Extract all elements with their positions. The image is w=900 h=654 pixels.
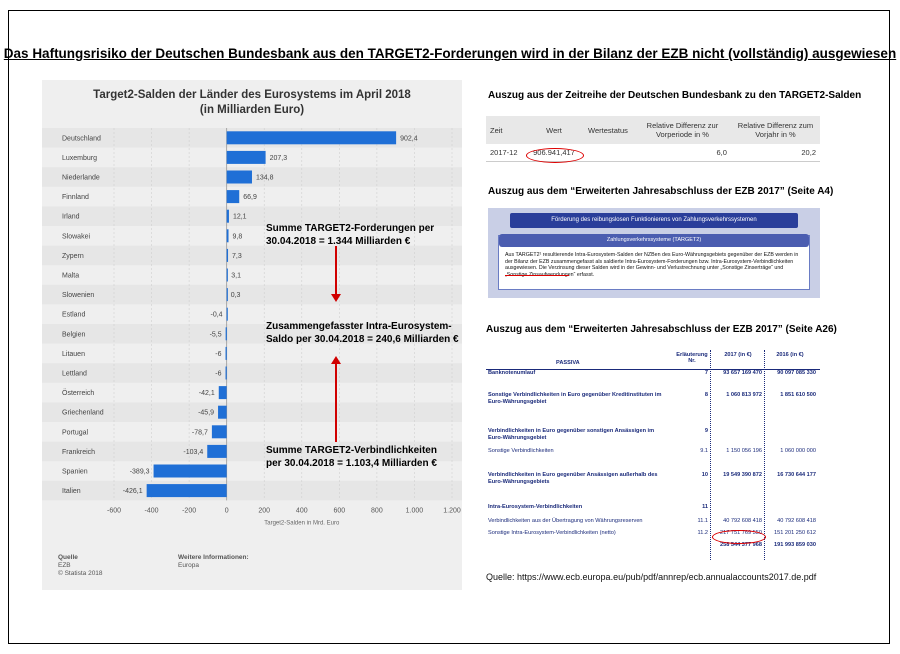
bar xyxy=(227,190,240,203)
category-label: Slowakei xyxy=(62,233,91,241)
value-label: -42,1 xyxy=(198,390,215,398)
cell-zeit: 2017-12 xyxy=(486,144,524,162)
a26-header xyxy=(486,350,820,370)
a26-header-passiva: PASSIVA xyxy=(556,360,580,366)
value-label: 902,4 xyxy=(400,135,418,143)
a26-cell-2016: 40 792 608 418 xyxy=(777,518,816,524)
category-label: Griechenland xyxy=(62,409,104,417)
x-tick-label: -400 xyxy=(144,507,159,515)
a26-cell-nr: 7 xyxy=(704,370,708,376)
value-label: -6 xyxy=(215,370,222,378)
category-label: Estland xyxy=(62,311,86,319)
x-tick-label: 200 xyxy=(258,507,271,515)
a26-cell-label: Intra-Eurosystem-Verbindlichkeiten xyxy=(488,504,583,510)
x-tick-label: -200 xyxy=(182,507,197,515)
col-vorperiode: Relative Differenz zur Vorperiode in % xyxy=(634,116,731,144)
a26-cell-2017: 217 751 769 550 xyxy=(720,530,762,536)
bar xyxy=(226,327,227,340)
value-label: 207,3 xyxy=(269,154,288,162)
value-label: 66,9 xyxy=(243,194,257,202)
bar xyxy=(227,151,266,164)
x-tick-label: 1.000 xyxy=(405,507,424,515)
a26-cell-label: Sonstige Verbindlichkeiten in Euro gegenüber Kreditinstituten im Euro-Währungsgebiet xyxy=(488,392,662,405)
category-label: Niederlande xyxy=(62,174,100,182)
category-label: Italien xyxy=(62,488,81,496)
annotation-verbindlichkeiten-line1: Summe TARGET2-Verbindlichkeiten xyxy=(266,445,437,456)
source-line-1: EZB xyxy=(58,562,71,569)
annotation-saldo xyxy=(266,320,459,346)
a26-cell-2016: 151 201 250 612 xyxy=(774,530,816,536)
col-wert: Wert xyxy=(524,116,584,144)
a4-inner-header: Zahlungsverkehrssysteme (TARGET2) xyxy=(499,234,809,247)
value-label: -389,3 xyxy=(129,468,150,476)
bar xyxy=(154,465,227,478)
a26-cell-label: Sonstige Verbindlichkeiten xyxy=(488,448,554,454)
x-tick-label: 0 xyxy=(224,507,229,515)
a26-cell-2017: 1 150 056 196 xyxy=(726,448,762,454)
value-label: -103,4 xyxy=(183,448,204,456)
a26-cell-nr: 9 xyxy=(704,428,708,434)
info-line-1: Europa xyxy=(178,562,199,569)
cell-wert: 906.941,417 xyxy=(524,144,584,162)
category-label: Belgien xyxy=(62,331,86,339)
row-band xyxy=(42,363,462,383)
source-title: Quelle xyxy=(58,554,78,561)
row-band xyxy=(42,285,462,305)
a26-cell-2016: 90 097 085 330 xyxy=(777,370,816,376)
bar xyxy=(227,131,396,144)
value-label: 0,3 xyxy=(230,292,241,300)
category-label: Spanien xyxy=(62,468,88,476)
annotation-verbindlichkeiten-line2: per 30.04.2018 = 1.103,4 Milliarden € xyxy=(266,458,437,469)
arrow-up-head xyxy=(331,356,341,364)
a26-cell-2017: 40 792 608 418 xyxy=(723,518,762,524)
x-tick-label: -600 xyxy=(106,507,122,515)
category-label: Slowenien xyxy=(62,292,95,300)
a26-cell-2016: 191 993 859 030 xyxy=(774,542,816,548)
a4-inner-box xyxy=(498,235,810,290)
category-label: Zypern xyxy=(62,252,84,260)
value-label: -0,4 xyxy=(210,311,223,319)
section3-title: Auszug aus dem “Erweiterten Jahresabschluss der EZB 2017” (Seite A26) xyxy=(486,324,837,335)
col-zeit: Zeit xyxy=(486,116,524,144)
row-band xyxy=(42,246,462,266)
a26-header-2016: 2016 (in €) xyxy=(776,352,804,358)
a26-cell-2017: 19 549 390 872 xyxy=(723,472,762,478)
a26-cell-2016: 16 730 644 177 xyxy=(777,472,816,478)
a26-cell-nr: 10 xyxy=(701,472,708,478)
highlight-oval-verbindlichkeiten xyxy=(712,530,766,544)
value-label: -5,5 xyxy=(209,331,222,339)
value-label: -45,9 xyxy=(198,409,215,417)
bar xyxy=(226,347,227,360)
a26-header-nr: Erläuterung Nr. xyxy=(676,352,708,364)
annotation-forderungen-line1: Summe TARGET2-Forderungen per xyxy=(266,223,435,234)
x-tick-label: 800 xyxy=(371,507,383,515)
cell-wertestatus xyxy=(584,144,634,162)
annotation-saldo-line1: Zusammengefasster Intra-Eurosystem- xyxy=(266,321,452,332)
bar xyxy=(227,229,229,242)
category-label: Österreich xyxy=(62,390,95,398)
highlight-oval-wert xyxy=(526,148,584,163)
x-tick-label: 400 xyxy=(295,507,308,515)
a26-cell-2016: 1 060 000 000 xyxy=(780,448,816,454)
annotation-verbindlichkeiten xyxy=(266,444,437,470)
a26-cell-label: Verbindlichkeiten in Euro gegenüber Ansässigen außerhalb des Euro-Währungsgebiets xyxy=(488,472,658,485)
page-title: Das Haftungsrisiko der Deutschen Bundesbank aus den TARGET2-Forderungen wird in der Bilanz der EZB nicht (vollständig) ausgewiesen xyxy=(3,46,897,61)
a26-cell-2017: 258 544 377 968 xyxy=(720,542,762,548)
a26-cell-label: Verbindlichkeiten aus der Übertragung von Währungsreserven xyxy=(488,518,643,524)
a26-cell-2017: 1 060 813 972 xyxy=(726,392,762,398)
category-label: Litauen xyxy=(62,350,85,358)
value-label: 7,3 xyxy=(232,252,242,260)
bar xyxy=(227,288,228,301)
a26-cell-nr: 11.2 xyxy=(697,530,708,536)
row-band xyxy=(42,481,462,501)
bar xyxy=(227,171,252,184)
a26-cell-label: Sonstige Intra-Eurosystem-Verbindlichkeiten (netto) xyxy=(488,530,616,536)
bar xyxy=(227,210,229,223)
bar xyxy=(227,269,228,282)
x-tick-label: 600 xyxy=(333,507,346,515)
a26-cell-2017: 93 657 169 470 xyxy=(723,370,762,376)
section1-title: Auszug aus der Zeitreihe der Deutschen Bundesbank zu den TARGET2-Salden xyxy=(488,90,862,101)
bar xyxy=(219,386,227,399)
info-title: Weitere Informationen: xyxy=(178,554,249,561)
bar xyxy=(207,445,226,458)
a4-text: Aus TARGET2¹ resultierende Intra-Eurosystem-Salden der NZBen des Euro-Währungsgebiets gegenüber der EZB werden in der Bilanz der EZB zusammengefasst als saldierte Intra-Eurosystem-Forderungen bzw. Intra-Eurosystem-Verbindlichkeiten ausgewiesen. Die Verzinsung dieser Salden wird in der Gewinn- und Verlustrechnung unter „Sonstige Zinserträge“ und „Sonstige Zinsaufwendungen“ erfasst. xyxy=(505,252,799,278)
bar xyxy=(227,249,228,262)
bar xyxy=(218,406,227,419)
annotation-forderungen-line2: 30.04.2018 = 1.344 Milliarden € xyxy=(266,236,411,247)
category-label: Frankreich xyxy=(62,448,96,456)
annotation-forderungen xyxy=(266,222,434,248)
a26-cell-nr: 11.1 xyxy=(697,518,708,524)
category-label: Irland xyxy=(62,213,80,221)
value-label: 3,1 xyxy=(231,272,241,280)
chart-title: Target2-Salden der Länder des Eurosystems im April 2018 (in Milliarden Euro) xyxy=(93,89,411,116)
a26-cell-label: Verbindlichkeiten in Euro gegenüber sonstigen Ansässigen im Euro-Währungsgebiet xyxy=(488,428,655,441)
a4-underline xyxy=(505,275,569,276)
cell-vorperiode: 6,0 xyxy=(634,144,731,162)
value-label: -6 xyxy=(215,350,222,358)
annotation-saldo-line2: Saldo per 30.04.2018 = 240,6 Milliarden € xyxy=(266,334,459,345)
value-label: -426,1 xyxy=(122,488,143,496)
bar xyxy=(212,425,227,438)
x-tick-label: 1.200 xyxy=(443,507,461,515)
a26-cell-2016: 1 851 610 500 xyxy=(780,392,816,398)
a26-cell-nr: 9.1 xyxy=(700,448,708,454)
annotation-arrows xyxy=(326,244,346,444)
col-wertestatus: Wertestatus xyxy=(584,116,634,144)
value-label: 134,8 xyxy=(255,174,274,182)
section2-title: Auszug aus dem “Erweiterten Jahresabschluss der EZB 2017” (Seite A4) xyxy=(488,186,834,197)
value-label: -78,7 xyxy=(191,429,208,437)
a26-cell-nr: 8 xyxy=(704,392,708,398)
row-band xyxy=(42,167,462,187)
table-header-row xyxy=(486,116,820,144)
category-label: Luxemburg xyxy=(62,154,98,162)
category-label: Malta xyxy=(62,272,80,280)
chart-source xyxy=(58,554,103,578)
cell-vorjahr: 20,2 xyxy=(731,144,820,162)
source-url: Quelle: https://www.ecb.europa.eu/pub/pdf/annrep/ecb.annualaccounts2017.de.pdf xyxy=(486,572,817,582)
col-vorjahr: Relative Differenz zum Vorjahr in % xyxy=(731,116,820,144)
category-label: Deutschland xyxy=(62,135,101,143)
a26-header-2017: 2017 (in €) xyxy=(724,352,752,358)
source-line-2: © Statista 2018 xyxy=(58,570,103,577)
value-label: 9,8 xyxy=(232,233,243,241)
a26-cell-label: Banknotenumlauf xyxy=(488,370,536,376)
a4-box-header: Förderung des reibungslosen Funktionierens von Zahlungsverkehrssystemen xyxy=(510,213,798,228)
arrow-down-head xyxy=(331,294,341,302)
a26-cell-nr: 11 xyxy=(702,504,708,510)
category-label: Portugal xyxy=(62,429,89,437)
row-band xyxy=(42,402,462,422)
a4-excerpt xyxy=(488,208,820,298)
bar xyxy=(226,367,227,380)
category-label: Lettland xyxy=(62,370,87,378)
chart-info xyxy=(178,554,249,570)
bar xyxy=(147,484,227,497)
x-axis-label: Target2-Salden in Mrd. Euro xyxy=(264,520,340,527)
bar xyxy=(227,308,228,321)
category-label: Finnland xyxy=(62,194,89,202)
value-label: 12,1 xyxy=(232,213,247,221)
a26-divider-2 xyxy=(764,350,765,560)
a26-divider-1 xyxy=(710,350,711,560)
